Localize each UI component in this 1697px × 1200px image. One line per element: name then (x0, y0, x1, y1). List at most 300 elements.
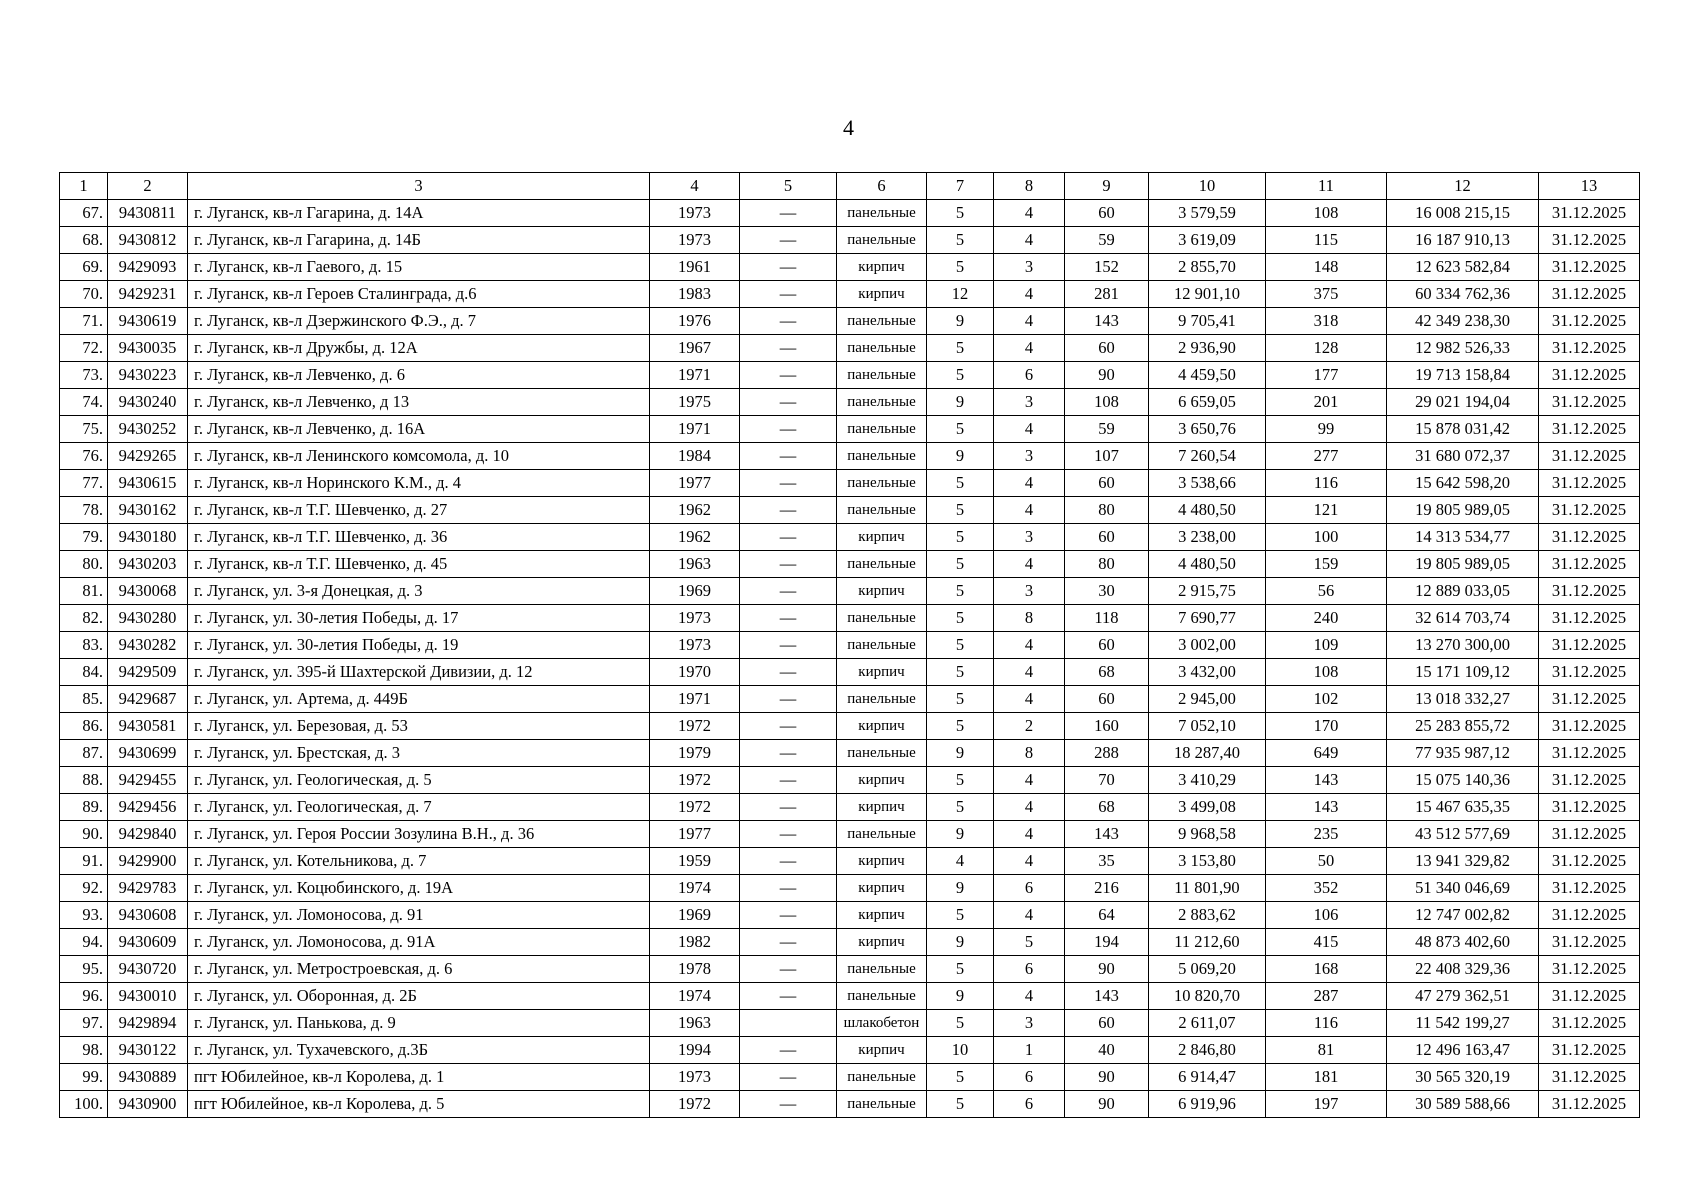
row-number-cell: 90. (60, 821, 108, 848)
apartments-cell: 281 (1065, 281, 1149, 308)
wall-material-cell: панельные (837, 443, 927, 470)
column-5-cell: — (740, 686, 837, 713)
residents-cell: 102 (1266, 686, 1387, 713)
row-number-cell: 89. (60, 794, 108, 821)
column-5-cell: — (740, 1091, 837, 1118)
column-header: 11 (1266, 173, 1387, 200)
row-number-cell: 94. (60, 929, 108, 956)
floors-cell: 5 (927, 956, 994, 983)
wall-material-cell: кирпич (837, 659, 927, 686)
entrances-cell: 3 (994, 524, 1065, 551)
residents-cell: 116 (1266, 470, 1387, 497)
column-5-cell: — (740, 227, 837, 254)
table-body (60, 200, 1640, 1118)
address-cell: г. Луганск, кв-л Дзержинского Ф.Э., д. 7 (188, 308, 650, 335)
entrances-cell: 6 (994, 956, 1065, 983)
year-built-cell: 1975 (650, 389, 740, 416)
year-built-cell: 1971 (650, 686, 740, 713)
table-row (60, 200, 1640, 227)
row-number-cell: 95. (60, 956, 108, 983)
floors-cell: 5 (927, 686, 994, 713)
year-built-cell: 1979 (650, 740, 740, 767)
address-cell: г. Луганск, ул. Коцюбинского, д. 19А (188, 875, 650, 902)
row-number-cell: 78. (60, 497, 108, 524)
row-number-cell: 82. (60, 605, 108, 632)
apartments-cell: 90 (1065, 956, 1149, 983)
area-cell: 11 212,60 (1149, 929, 1266, 956)
residents-cell: 115 (1266, 227, 1387, 254)
column-header: 6 (837, 173, 927, 200)
column-5-cell: — (740, 362, 837, 389)
floors-cell: 9 (927, 929, 994, 956)
floors-cell: 5 (927, 416, 994, 443)
deadline-cell: 31.12.2025 (1539, 767, 1640, 794)
cost-cell: 15 878 031,42 (1387, 416, 1539, 443)
table-row (60, 659, 1640, 686)
apartments-cell: 60 (1065, 335, 1149, 362)
year-built-cell: 1969 (650, 578, 740, 605)
cost-cell: 22 408 329,36 (1387, 956, 1539, 983)
area-cell: 3 238,00 (1149, 524, 1266, 551)
address-cell: г. Луганск, ул. 3-я Донецкая, д. 3 (188, 578, 650, 605)
table-row (60, 335, 1640, 362)
entrances-cell: 4 (994, 551, 1065, 578)
entrances-cell: 4 (994, 632, 1065, 659)
entrances-cell: 6 (994, 362, 1065, 389)
cost-cell: 16 187 910,13 (1387, 227, 1539, 254)
residents-cell: 235 (1266, 821, 1387, 848)
address-cell: г. Луганск, кв-л Дружбы, д. 12А (188, 335, 650, 362)
row-number-cell: 96. (60, 983, 108, 1010)
address-cell: г. Луганск, кв-л Гаевого, д. 15 (188, 254, 650, 281)
column-header: 13 (1539, 173, 1640, 200)
cost-cell: 13 270 300,00 (1387, 632, 1539, 659)
row-number-cell: 93. (60, 902, 108, 929)
area-cell: 6 919,96 (1149, 1091, 1266, 1118)
table-row (60, 497, 1640, 524)
entrances-cell: 4 (994, 335, 1065, 362)
entrances-cell: 3 (994, 254, 1065, 281)
row-number-cell: 80. (60, 551, 108, 578)
apartments-cell: 59 (1065, 416, 1149, 443)
year-built-cell: 1978 (650, 956, 740, 983)
deadline-cell: 31.12.2025 (1539, 605, 1640, 632)
cost-cell: 19 805 989,05 (1387, 497, 1539, 524)
floors-cell: 5 (927, 524, 994, 551)
building-id-cell: 9429783 (108, 875, 188, 902)
area-cell: 3 650,76 (1149, 416, 1266, 443)
apartments-cell: 60 (1065, 1010, 1149, 1037)
cost-cell: 31 680 072,37 (1387, 443, 1539, 470)
address-cell: г. Луганск, кв-л Левченко, д. 6 (188, 362, 650, 389)
wall-material-cell: панельные (837, 335, 927, 362)
year-built-cell: 1971 (650, 416, 740, 443)
apartments-cell: 108 (1065, 389, 1149, 416)
cost-cell: 15 467 635,35 (1387, 794, 1539, 821)
residents-cell: 287 (1266, 983, 1387, 1010)
residents-cell: 121 (1266, 497, 1387, 524)
building-registry-table (59, 172, 1640, 1118)
row-number-cell: 88. (60, 767, 108, 794)
entrances-cell: 4 (994, 767, 1065, 794)
column-5-cell: — (740, 794, 837, 821)
cost-cell: 12 889 033,05 (1387, 578, 1539, 605)
residents-cell: 201 (1266, 389, 1387, 416)
year-built-cell: 1977 (650, 470, 740, 497)
floors-cell: 5 (927, 713, 994, 740)
floors-cell: 5 (927, 497, 994, 524)
row-number-cell: 81. (60, 578, 108, 605)
deadline-cell: 31.12.2025 (1539, 659, 1640, 686)
row-number-cell: 87. (60, 740, 108, 767)
area-cell: 2 945,00 (1149, 686, 1266, 713)
year-built-cell: 1973 (650, 200, 740, 227)
wall-material-cell: панельные (837, 740, 927, 767)
row-number-cell: 98. (60, 1037, 108, 1064)
year-built-cell: 1982 (650, 929, 740, 956)
wall-material-cell: панельные (837, 227, 927, 254)
floors-cell: 9 (927, 740, 994, 767)
building-id-cell: 9430010 (108, 983, 188, 1010)
year-built-cell: 1963 (650, 551, 740, 578)
area-cell: 5 069,20 (1149, 956, 1266, 983)
deadline-cell: 31.12.2025 (1539, 902, 1640, 929)
deadline-cell: 31.12.2025 (1539, 875, 1640, 902)
building-id-cell: 9429894 (108, 1010, 188, 1037)
floors-cell: 9 (927, 308, 994, 335)
address-cell: г. Луганск, ул. Геологическая, д. 5 (188, 767, 650, 794)
entrances-cell: 3 (994, 1010, 1065, 1037)
column-5-cell: — (740, 821, 837, 848)
year-built-cell: 1967 (650, 335, 740, 362)
column-5-cell: — (740, 767, 837, 794)
residents-cell: 81 (1266, 1037, 1387, 1064)
building-id-cell: 9430609 (108, 929, 188, 956)
deadline-cell: 31.12.2025 (1539, 308, 1640, 335)
column-5-cell: — (740, 1064, 837, 1091)
entrances-cell: 4 (994, 416, 1065, 443)
apartments-cell: 90 (1065, 362, 1149, 389)
wall-material-cell: кирпич (837, 713, 927, 740)
row-number-cell: 75. (60, 416, 108, 443)
residents-cell: 56 (1266, 578, 1387, 605)
floors-cell: 5 (927, 767, 994, 794)
area-cell: 3 499,08 (1149, 794, 1266, 821)
residents-cell: 108 (1266, 659, 1387, 686)
apartments-cell: 80 (1065, 497, 1149, 524)
floors-cell: 4 (927, 848, 994, 875)
entrances-cell: 3 (994, 389, 1065, 416)
entrances-cell: 3 (994, 443, 1065, 470)
apartments-cell: 70 (1065, 767, 1149, 794)
building-id-cell: 9430619 (108, 308, 188, 335)
entrances-cell: 4 (994, 821, 1065, 848)
apartments-cell: 143 (1065, 983, 1149, 1010)
year-built-cell: 1971 (650, 362, 740, 389)
floors-cell: 9 (927, 983, 994, 1010)
table-row (60, 902, 1640, 929)
deadline-cell: 31.12.2025 (1539, 1064, 1640, 1091)
column-5-cell: — (740, 713, 837, 740)
wall-material-cell: кирпич (837, 1037, 927, 1064)
cost-cell: 12 982 526,33 (1387, 335, 1539, 362)
floors-cell: 5 (927, 659, 994, 686)
floors-cell: 5 (927, 902, 994, 929)
row-number-cell: 84. (60, 659, 108, 686)
year-built-cell: 1976 (650, 308, 740, 335)
column-5-cell: — (740, 254, 837, 281)
cost-cell: 43 512 577,69 (1387, 821, 1539, 848)
apartments-cell: 60 (1065, 686, 1149, 713)
area-cell: 12 901,10 (1149, 281, 1266, 308)
wall-material-cell: кирпич (837, 281, 927, 308)
row-number-cell: 67. (60, 200, 108, 227)
entrances-cell: 4 (994, 497, 1065, 524)
building-id-cell: 9430240 (108, 389, 188, 416)
cost-cell: 60 334 762,36 (1387, 281, 1539, 308)
entrances-cell: 4 (994, 200, 1065, 227)
address-cell: пгт Юбилейное, кв-л Королева, д. 5 (188, 1091, 650, 1118)
wall-material-cell: кирпич (837, 848, 927, 875)
apartments-cell: 40 (1065, 1037, 1149, 1064)
address-cell: г. Луганск, ул. Героя России Зозулина В.Н., д. 36 (188, 821, 650, 848)
floors-cell: 5 (927, 1010, 994, 1037)
entrances-cell: 8 (994, 605, 1065, 632)
wall-material-cell: кирпич (837, 254, 927, 281)
column-header: 2 (108, 173, 188, 200)
residents-cell: 197 (1266, 1091, 1387, 1118)
column-5-cell: — (740, 929, 837, 956)
row-number-cell: 76. (60, 443, 108, 470)
apartments-cell: 59 (1065, 227, 1149, 254)
address-cell: г. Луганск, ул. Березовая, д. 53 (188, 713, 650, 740)
residents-cell: 148 (1266, 254, 1387, 281)
apartments-cell: 80 (1065, 551, 1149, 578)
address-cell: г. Луганск, ул. Котельникова, д. 7 (188, 848, 650, 875)
wall-material-cell: кирпич (837, 524, 927, 551)
apartments-cell: 64 (1065, 902, 1149, 929)
wall-material-cell: панельные (837, 956, 927, 983)
year-built-cell: 1962 (650, 497, 740, 524)
area-cell: 2 855,70 (1149, 254, 1266, 281)
row-number-cell: 86. (60, 713, 108, 740)
deadline-cell: 31.12.2025 (1539, 848, 1640, 875)
year-built-cell: 1973 (650, 632, 740, 659)
column-5-cell: — (740, 470, 837, 497)
residents-cell: 106 (1266, 902, 1387, 929)
column-header: 5 (740, 173, 837, 200)
building-id-cell: 9429456 (108, 794, 188, 821)
table-row (60, 470, 1640, 497)
building-id-cell: 9430122 (108, 1037, 188, 1064)
residents-cell: 318 (1266, 308, 1387, 335)
column-5-cell: — (740, 200, 837, 227)
year-built-cell: 1962 (650, 524, 740, 551)
row-number-cell: 97. (60, 1010, 108, 1037)
area-cell: 9 968,58 (1149, 821, 1266, 848)
area-cell: 11 801,90 (1149, 875, 1266, 902)
column-header: 7 (927, 173, 994, 200)
address-cell: г. Луганск, ул. Оборонная, д. 2Б (188, 983, 650, 1010)
row-number-cell: 85. (60, 686, 108, 713)
year-built-cell: 1961 (650, 254, 740, 281)
year-built-cell: 1972 (650, 794, 740, 821)
building-id-cell: 9430900 (108, 1091, 188, 1118)
column-5-cell: — (740, 875, 837, 902)
address-cell: г. Луганск, ул. 30-летия Победы, д. 19 (188, 632, 650, 659)
deadline-cell: 31.12.2025 (1539, 416, 1640, 443)
apartments-cell: 143 (1065, 308, 1149, 335)
wall-material-cell: кирпич (837, 929, 927, 956)
cost-cell: 77 935 987,12 (1387, 740, 1539, 767)
address-cell: г. Луганск, ул. Геологическая, д. 7 (188, 794, 650, 821)
table-row (60, 605, 1640, 632)
year-built-cell: 1973 (650, 1064, 740, 1091)
cost-cell: 25 283 855,72 (1387, 713, 1539, 740)
header-row (60, 173, 1640, 200)
year-built-cell: 1969 (650, 902, 740, 929)
column-5-cell (740, 1010, 837, 1037)
year-built-cell: 1973 (650, 227, 740, 254)
address-cell: г. Луганск, ул. Брестская, д. 3 (188, 740, 650, 767)
deadline-cell: 31.12.2025 (1539, 983, 1640, 1010)
deadline-cell: 31.12.2025 (1539, 470, 1640, 497)
column-5-cell: — (740, 983, 837, 1010)
residents-cell: 649 (1266, 740, 1387, 767)
column-header: 1 (60, 173, 108, 200)
row-number-cell: 99. (60, 1064, 108, 1091)
residents-cell: 170 (1266, 713, 1387, 740)
entrances-cell: 2 (994, 713, 1065, 740)
row-number-cell: 71. (60, 308, 108, 335)
residents-cell: 109 (1266, 632, 1387, 659)
column-5-cell: — (740, 632, 837, 659)
deadline-cell: 31.12.2025 (1539, 929, 1640, 956)
year-built-cell: 1959 (650, 848, 740, 875)
deadline-cell: 31.12.2025 (1539, 281, 1640, 308)
building-id-cell: 9430699 (108, 740, 188, 767)
building-id-cell: 9430282 (108, 632, 188, 659)
table-row (60, 443, 1640, 470)
column-5-cell: — (740, 659, 837, 686)
building-id-cell: 9429840 (108, 821, 188, 848)
building-id-cell: 9429265 (108, 443, 188, 470)
address-cell: г. Луганск, кв-л Норинского К.М., д. 4 (188, 470, 650, 497)
address-cell: г. Луганск, ул. 395-й Шахтерской Дивизии, д. 12 (188, 659, 650, 686)
wall-material-cell: панельные (837, 416, 927, 443)
row-number-cell: 72. (60, 335, 108, 362)
column-5-cell: — (740, 1037, 837, 1064)
floors-cell: 5 (927, 1064, 994, 1091)
residents-cell: 100 (1266, 524, 1387, 551)
entrances-cell: 4 (994, 848, 1065, 875)
cost-cell: 16 008 215,15 (1387, 200, 1539, 227)
apartments-cell: 194 (1065, 929, 1149, 956)
floors-cell: 5 (927, 794, 994, 821)
apartments-cell: 60 (1065, 200, 1149, 227)
floors-cell: 10 (927, 1037, 994, 1064)
deadline-cell: 31.12.2025 (1539, 740, 1640, 767)
address-cell: г. Луганск, кв-л Т.Г. Шевченко, д. 45 (188, 551, 650, 578)
cost-cell: 32 614 703,74 (1387, 605, 1539, 632)
row-number-cell: 68. (60, 227, 108, 254)
table-row (60, 848, 1640, 875)
table-row (60, 1091, 1640, 1118)
deadline-cell: 31.12.2025 (1539, 443, 1640, 470)
building-id-cell: 9430280 (108, 605, 188, 632)
wall-material-cell: панельные (837, 632, 927, 659)
residents-cell: 181 (1266, 1064, 1387, 1091)
floors-cell: 5 (927, 578, 994, 605)
entrances-cell: 4 (994, 281, 1065, 308)
wall-material-cell: панельные (837, 983, 927, 1010)
table-row (60, 551, 1640, 578)
building-id-cell: 9429231 (108, 281, 188, 308)
residents-cell: 50 (1266, 848, 1387, 875)
year-built-cell: 1972 (650, 1091, 740, 1118)
building-id-cell: 9430035 (108, 335, 188, 362)
floors-cell: 9 (927, 443, 994, 470)
table-row (60, 254, 1640, 281)
table-row (60, 362, 1640, 389)
building-id-cell: 9430615 (108, 470, 188, 497)
floors-cell: 5 (927, 227, 994, 254)
wall-material-cell: панельные (837, 308, 927, 335)
year-built-cell: 1973 (650, 605, 740, 632)
residents-cell: 352 (1266, 875, 1387, 902)
area-cell: 3 002,00 (1149, 632, 1266, 659)
area-cell: 3 538,66 (1149, 470, 1266, 497)
address-cell: г. Луганск, кв-л Левченко, д. 16А (188, 416, 650, 443)
cost-cell: 11 542 199,27 (1387, 1010, 1539, 1037)
area-cell: 2 883,62 (1149, 902, 1266, 929)
building-id-cell: 9430162 (108, 497, 188, 524)
table-row (60, 686, 1640, 713)
cost-cell: 12 623 582,84 (1387, 254, 1539, 281)
wall-material-cell: кирпич (837, 767, 927, 794)
residents-cell: 240 (1266, 605, 1387, 632)
page-number: 4 (843, 115, 854, 140)
wall-material-cell: панельные (837, 1064, 927, 1091)
apartments-cell: 60 (1065, 632, 1149, 659)
year-built-cell: 1984 (650, 443, 740, 470)
address-cell: г. Луганск, кв-л Гагарина, д. 14А (188, 200, 650, 227)
table-row (60, 1037, 1640, 1064)
apartments-cell: 152 (1065, 254, 1149, 281)
table-row (60, 794, 1640, 821)
building-id-cell: 9430068 (108, 578, 188, 605)
address-cell: г. Луганск, кв-л Левченко, д 13 (188, 389, 650, 416)
area-cell: 18 287,40 (1149, 740, 1266, 767)
apartments-cell: 288 (1065, 740, 1149, 767)
address-cell: г. Луганск, кв-л Т.Г. Шевченко, д. 27 (188, 497, 650, 524)
year-built-cell: 1963 (650, 1010, 740, 1037)
deadline-cell: 31.12.2025 (1539, 794, 1640, 821)
building-id-cell: 9430812 (108, 227, 188, 254)
entrances-cell: 6 (994, 1091, 1065, 1118)
residents-cell: 143 (1266, 794, 1387, 821)
year-built-cell: 1974 (650, 983, 740, 1010)
row-number-cell: 69. (60, 254, 108, 281)
building-id-cell: 9429687 (108, 686, 188, 713)
area-cell: 2 611,07 (1149, 1010, 1266, 1037)
deadline-cell: 31.12.2025 (1539, 551, 1640, 578)
building-id-cell: 9430889 (108, 1064, 188, 1091)
apartments-cell: 107 (1065, 443, 1149, 470)
building-id-cell: 9429509 (108, 659, 188, 686)
address-cell: пгт Юбилейное, кв-л Королева, д. 1 (188, 1064, 650, 1091)
cost-cell: 29 021 194,04 (1387, 389, 1539, 416)
